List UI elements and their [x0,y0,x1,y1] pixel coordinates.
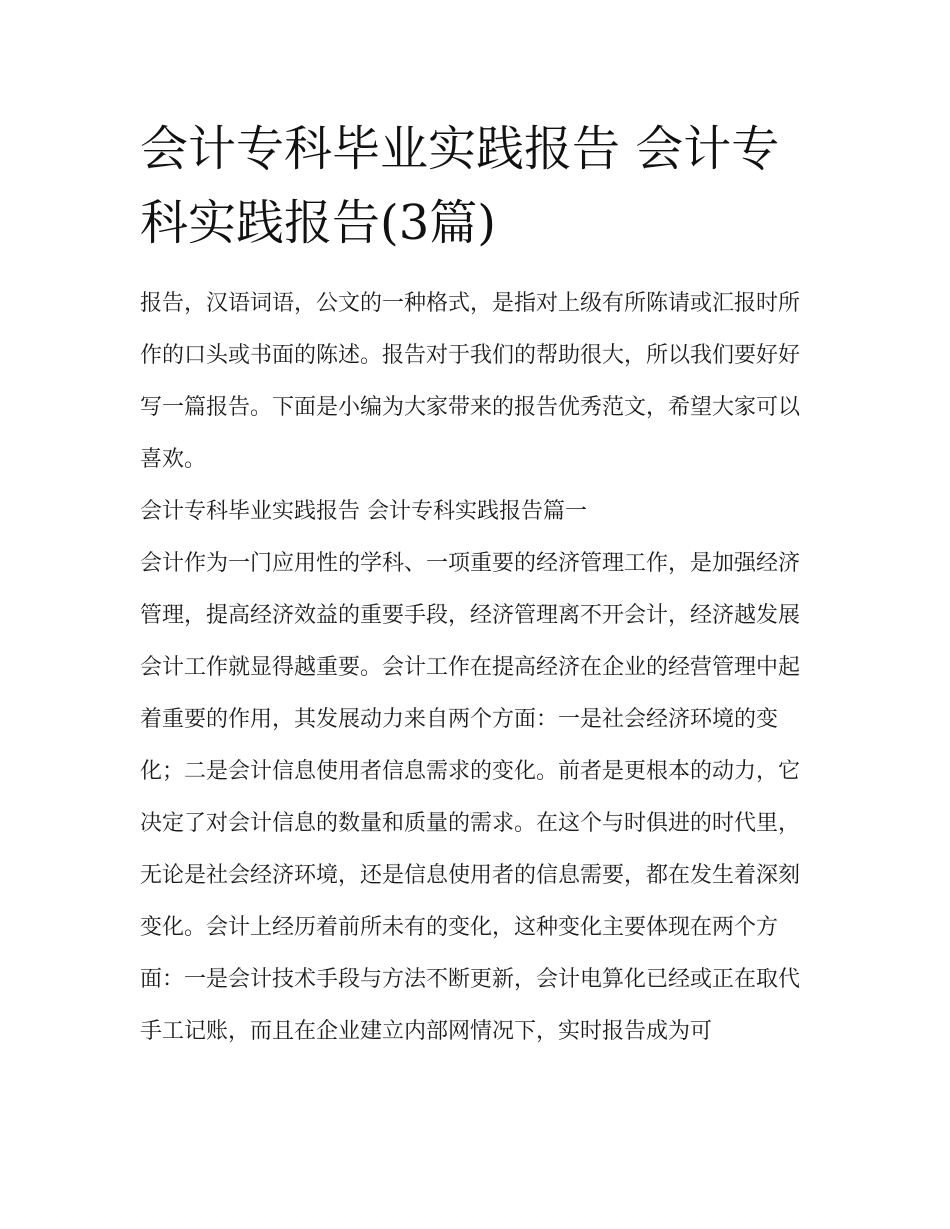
intro-paragraph: 报告，汉语词语，公文的一种格式，是指对上级有所陈请或汇报时所作的口头或书面的陈述。报告对于我们的帮助很大，所以我们要好好写一篇报告。下面是小编为大家带来的报告优秀范文，希望大家可以喜欢。 [140,291,801,472]
document-content [140,112,812,1058]
body-paragraph: 会计作为一门应用性的学科、一项重要的经济管理工作，是加强经济管理，提高经济效益的重要手段，经济管理离不开会计，经济越发展会计工作就显得越重要。会计工作在提高经济在企业的经营管理中起着重要的作用，其发展动力来自两个方面：一是社会经济环境的变化；二是会计信息使用者信息需求的变化。前者是更根本的动力，它决定了对会计信息的数量和质量的需求。在这个与时俱进的时代里，无论是社会经济环境，还是信息使用者的信息需要，都在发生着深刻变化。会计上经历着前所未有的变化，这种变化主要体现在两个方面：一是会计技术手段与方法不断更新，会计电算化已经或正在取代手工记账，而且在企业建立内部网情况下，实时报告成为可 [140,551,801,1044]
section-heading: 会计专科毕业实践报告 会计专科实践报告篇一 [140,499,587,524]
document-title: 会计专科毕业实践报告 会计专科实践报告(3篇) [140,121,780,251]
